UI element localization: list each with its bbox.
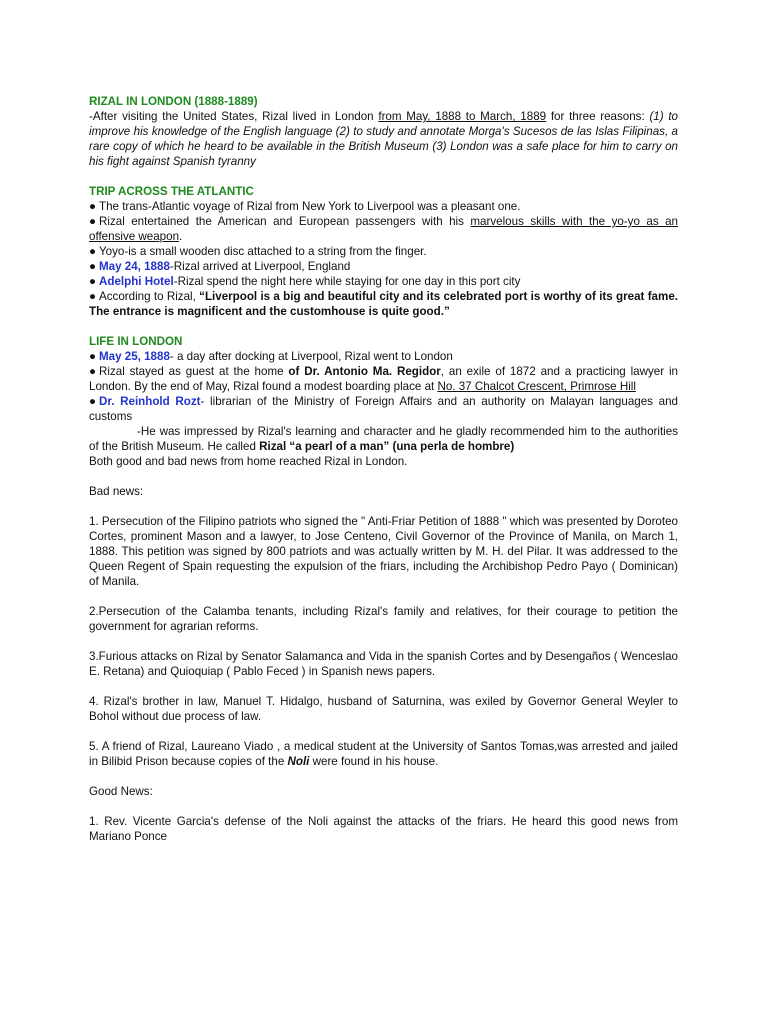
good-news-item: 1. Rev. Vicente Garcia's defense of the Noli against the attacks of the friars. He heard this good news from Mariano Ponce — [89, 815, 678, 843]
list-item: ● Yoyo-is a small wooden disc attached to a string from the finger. — [89, 245, 427, 258]
list-item: ● Rizal entertained the American and European passengers with his marvelous skills with the yo-yo as an offensive weapon. — [89, 215, 678, 243]
paragraph: -He was impressed by Rizal's learning and character and he gladly recommended him to the authorities of the British Museum. He called Rizal “a pearl of a man” (una perla de hombre) — [89, 425, 678, 453]
list-item: ● The trans-Atlantic voyage of Rizal from New York to Liverpool was a pleasant one. — [89, 200, 521, 213]
list-item: ● May 25, 1888- a day after docking at Liverpool, Rizal went to London — [89, 350, 453, 363]
heading-trip-across-atlantic: TRIP ACROSS THE ATLANTIC — [89, 185, 254, 198]
bullet-icon: ● — [89, 200, 97, 213]
intro-paragraph: -After visiting the United States, Rizal lived in London from May, 1888 to March, 1889 for three reasons: (1) to improve his knowledge of the English language (2) to study and annotate Morga's Sucesos de las Islas Filipinas, a rare copy of which he heard to be available in the British Museum (3) London was a safe place for him to carry on his fight against Spanish tyranny — [89, 110, 678, 168]
bullet-icon: ● — [89, 215, 97, 228]
bad-news-item: 4. Rizal's brother in law, Manuel T. Hidalgo, husband of Saturnina, was exiled by Governor General Weyler to Bohol without due process of law. — [89, 695, 678, 723]
good-news-label: Good News: — [89, 785, 153, 798]
bullet-icon: ● — [89, 245, 97, 258]
bullet-icon: ● — [89, 365, 97, 378]
bullet-icon: ● — [89, 350, 97, 363]
heading-rizal-in-london: RIZAL IN LONDON (1888-1889) — [89, 95, 258, 108]
paragraph: Both good and bad news from home reached Rizal in London. — [89, 455, 408, 468]
bullet-icon: ● — [89, 260, 97, 273]
bad-news-item: 5. A friend of Rizal, Laureano Viado , a medical student at the University of Santos Tomas,was arrested and jailed in Bilibid Prison because copies of the Noli were found in his house. — [89, 740, 678, 768]
bad-news-item: 2.Persecution of the Calamba tenants, including Rizal's family and relatives, for their courage to petition the government for agrarian reforms. — [89, 605, 678, 633]
bullet-icon: ● — [89, 395, 97, 408]
document-page — [89, 94, 678, 844]
bad-news-item: 1. Persecution of the Filipino patriots who signed the " Anti-Friar Petition of 1888 " which was presented by Doroteo Cortes, prominent Mason and a lawyer, to Jose Centeno, Civil Governor of the Province of Manila, on March 1, 1888. This petition was signed by 800 patriots and was actually written by M. H. del Pilar. It was addressed to the Queen Regent of Spain requesting the expulsion of the friars, including the Archibishop Pedro Payo ( Dominican) of Manila. — [89, 515, 678, 588]
list-item: ● Adelphi Hotel-Rizal spend the night here while staying for one day in this port city — [89, 275, 521, 288]
bullet-icon: ● — [89, 275, 97, 288]
list-item: ● Dr. Reinhold Rozt- librarian of the Ministry of Foreign Affairs and an authority on Malayan languages and customs — [89, 395, 678, 423]
heading-life-in-london: LIFE IN LONDON — [89, 335, 183, 348]
bad-news-item: 3.Furious attacks on Rizal by Senator Salamanca and Vida in the spanish Cortes and by Desengaños ( Wenceslao E. Retana) and Quioquiap ( Pablo Feced ) in Spanish news papers. — [89, 650, 678, 678]
bullet-icon: ● — [89, 290, 97, 303]
list-item: ● May 24, 1888-Rizal arrived at Liverpool, England — [89, 260, 351, 273]
bad-news-label: Bad news: — [89, 485, 144, 498]
list-item: ● According to Rizal, “Liverpool is a big and beautiful city and its celebrated port is worthy of its great fame. The entrance is magnificent and the customhouse is quite good.” — [89, 290, 678, 318]
list-item: ● Rizal stayed as guest at the home of Dr. Antonio Ma. Regidor, an exile of 1872 and a practicing lawyer in London. By the end of May, Rizal found a modest boarding place at No. 37 Chalcot Crescent, Primrose Hill — [89, 365, 678, 393]
